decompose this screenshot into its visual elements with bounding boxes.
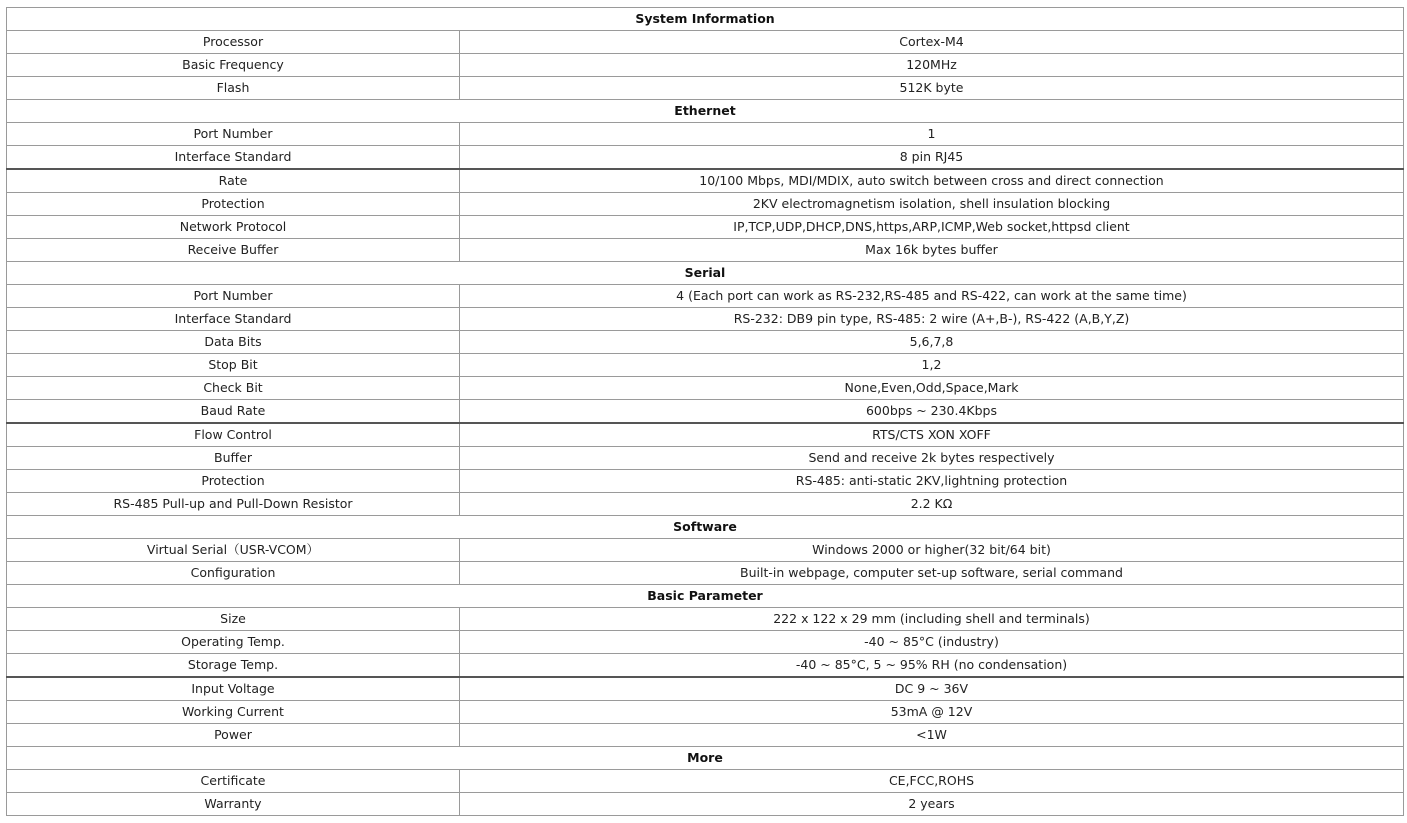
spec-label: Power — [7, 724, 460, 747]
spec-label: Size — [7, 608, 460, 631]
table-row — [7, 539, 1404, 562]
table-row — [7, 331, 1404, 354]
spec-value: <1W — [460, 724, 1404, 747]
spec-value: DC 9 ~ 36V — [460, 677, 1404, 701]
spec-value: RS-485: anti-static 2KV,lightning protection — [460, 470, 1404, 493]
spec-label: Operating Temp. — [7, 631, 460, 654]
spec-value: Cortex-M4 — [460, 31, 1404, 54]
table-row — [7, 377, 1404, 400]
section-title-ethernet: Ethernet — [7, 100, 1404, 123]
section-header-row — [7, 262, 1404, 285]
section-title-system-information: System Information — [7, 8, 1404, 31]
spec-label: Buffer — [7, 447, 460, 470]
section-header-row — [7, 8, 1404, 31]
spec-label: Baud Rate — [7, 400, 460, 424]
spec-label: Port Number — [7, 285, 460, 308]
section-title-software: Software — [7, 516, 1404, 539]
spec-value: Windows 2000 or higher(32 bit/64 bit) — [460, 539, 1404, 562]
table-row — [7, 447, 1404, 470]
spec-label: Warranty — [7, 793, 460, 816]
spec-value: Send and receive 2k bytes respectively — [460, 447, 1404, 470]
table-row — [7, 654, 1404, 678]
table-row — [7, 54, 1404, 77]
table-row — [7, 470, 1404, 493]
table-row — [7, 216, 1404, 239]
spec-value: None,Even,Odd,Space,Mark — [460, 377, 1404, 400]
spec-value: 1 — [460, 123, 1404, 146]
spec-label: Flow Control — [7, 423, 460, 447]
table-row — [7, 423, 1404, 447]
table-row — [7, 169, 1404, 193]
spec-label: Data Bits — [7, 331, 460, 354]
spec-value: 2.2 KΩ — [460, 493, 1404, 516]
spec-label: Basic Frequency — [7, 54, 460, 77]
table-row — [7, 770, 1404, 793]
table-row — [7, 631, 1404, 654]
spec-value: 600bps ~ 230.4Kbps — [460, 400, 1404, 424]
spec-value: 8 pin RJ45 — [460, 146, 1404, 170]
spec-value: -40 ~ 85°C (industry) — [460, 631, 1404, 654]
table-row — [7, 793, 1404, 816]
spec-label: Interface Standard — [7, 308, 460, 331]
spec-label: RS-485 Pull-up and Pull-Down Resistor — [7, 493, 460, 516]
section-header-row — [7, 747, 1404, 770]
table-row — [7, 285, 1404, 308]
spec-label: Flash — [7, 77, 460, 100]
spec-value: 2KV electromagnetism isolation, shell insulation blocking — [460, 193, 1404, 216]
spec-value: RTS/CTS XON XOFF — [460, 423, 1404, 447]
table-row — [7, 123, 1404, 146]
table-row — [7, 701, 1404, 724]
table-row — [7, 562, 1404, 585]
table-row — [7, 493, 1404, 516]
table-row — [7, 608, 1404, 631]
spec-value: Max 16k bytes buffer — [460, 239, 1404, 262]
spec-value: 10/100 Mbps, MDI/MDIX, auto switch between cross and direct connection — [460, 169, 1404, 193]
spec-label: Protection — [7, 470, 460, 493]
section-title-basic-parameter: Basic Parameter — [7, 585, 1404, 608]
section-header-row — [7, 585, 1404, 608]
spec-label: Network Protocol — [7, 216, 460, 239]
spec-value: 120MHz — [460, 54, 1404, 77]
table-row — [7, 677, 1404, 701]
table-row — [7, 193, 1404, 216]
spec-value: 512K byte — [460, 77, 1404, 100]
table-row — [7, 146, 1404, 170]
spec-value: -40 ~ 85°C, 5 ~ 95% RH (no condensation) — [460, 654, 1404, 678]
spec-table — [6, 7, 1404, 816]
spec-label: Virtual Serial（USR-VCOM） — [7, 539, 460, 562]
spec-value: IP,TCP,UDP,DHCP,DNS,https,ARP,ICMP,Web socket,httpsd client — [460, 216, 1404, 239]
section-title-more: More — [7, 747, 1404, 770]
spec-value: 4 (Each port can work as RS-232,RS-485 and RS-422, can work at the same time) — [460, 285, 1404, 308]
section-title-serial: Serial — [7, 262, 1404, 285]
spec-label: Configuration — [7, 562, 460, 585]
spec-value: 1,2 — [460, 354, 1404, 377]
spec-value: 5,6,7,8 — [460, 331, 1404, 354]
spec-label: Certificate — [7, 770, 460, 793]
spec-label: Rate — [7, 169, 460, 193]
spec-value: Built-in webpage, computer set-up software, serial command — [460, 562, 1404, 585]
spec-value: RS-232: DB9 pin type, RS-485: 2 wire (A+,B-), RS-422 (A,B,Y,Z) — [460, 308, 1404, 331]
table-row — [7, 724, 1404, 747]
spec-label: Interface Standard — [7, 146, 460, 170]
spec-label: Port Number — [7, 123, 460, 146]
spec-value: CE,FCC,ROHS — [460, 770, 1404, 793]
section-header-row — [7, 516, 1404, 539]
spec-label: Input Voltage — [7, 677, 460, 701]
spec-value: 53mA @ 12V — [460, 701, 1404, 724]
table-row — [7, 239, 1404, 262]
table-row — [7, 308, 1404, 331]
spec-label: Storage Temp. — [7, 654, 460, 678]
table-row — [7, 354, 1404, 377]
table-row — [7, 77, 1404, 100]
spec-label: Stop Bit — [7, 354, 460, 377]
spec-value: 2 years — [460, 793, 1404, 816]
spec-label: Protection — [7, 193, 460, 216]
spec-label: Check Bit — [7, 377, 460, 400]
spec-label: Processor — [7, 31, 460, 54]
spec-label: Working Current — [7, 701, 460, 724]
table-row — [7, 400, 1404, 424]
spec-label: Receive Buffer — [7, 239, 460, 262]
section-header-row — [7, 100, 1404, 123]
table-row — [7, 31, 1404, 54]
spec-value: 222 x 122 x 29 mm (including shell and terminals) — [460, 608, 1404, 631]
